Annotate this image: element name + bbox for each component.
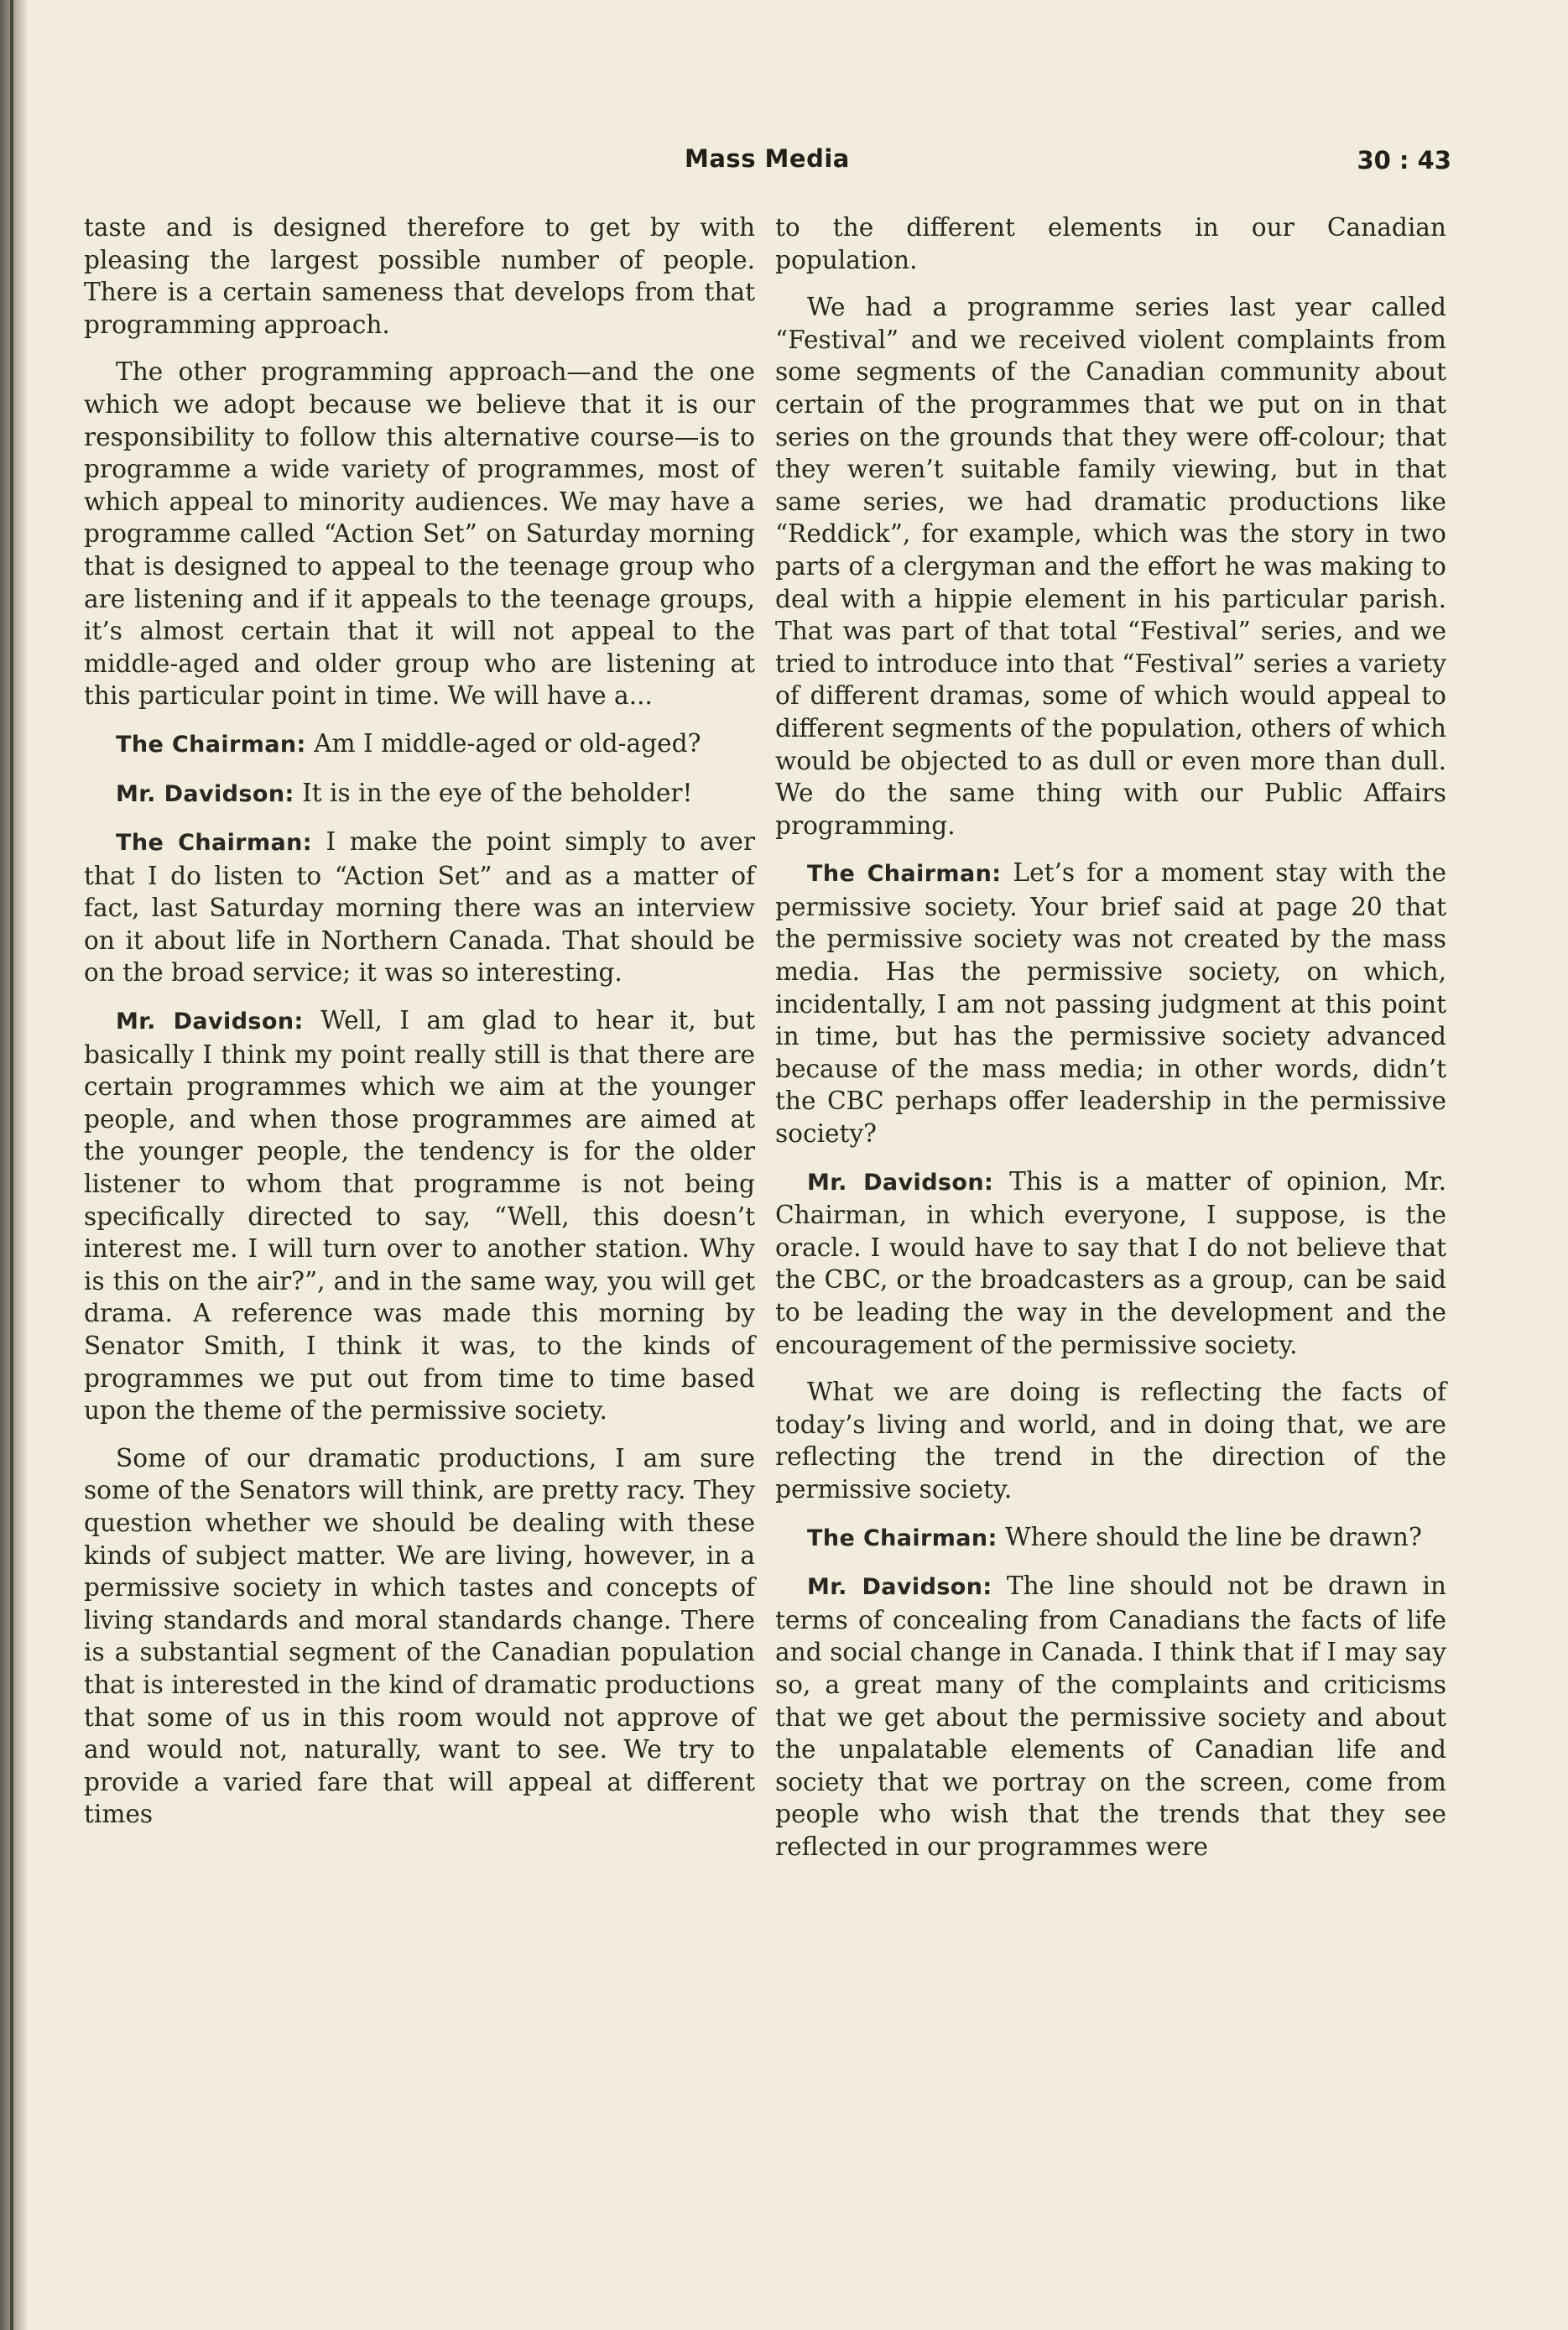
speech-text: It is in the eye of the beholder! (294, 778, 693, 807)
paragraph (775, 291, 1446, 842)
speech-paragraph (84, 777, 755, 811)
speaker-name: Mr. Davidson: (807, 1169, 994, 1196)
speech-paragraph (84, 727, 755, 762)
speech-paragraph (775, 1570, 1446, 1863)
speech-text: Let’s for a moment stay with the permissive society. Your brief said at page 20 that the permissive society was not created by the mass media. Has the permissive society, on which, incidentally, I am not passing judgment at this point in time, but has the permissive society advanced because of the mass media; in other words, didn’t the CBC perhaps offer leadership in the permissive society? (775, 858, 1446, 1149)
speech-paragraph (775, 1165, 1446, 1362)
speaker-name: The Chairman: (116, 731, 306, 758)
paragraph-text: Some of our dramatic productions, I am sure some of the Senators will think, are pretty racy. They question whether we should be dealing with these kinds of subject matter. We are living, however, in a permissive society in which tastes and concepts of living standards and moral standards change. There is a substantial segment of the Canadian population that is interested in the kind of dramatic productions that some of us in this room would not approve of and would not, naturally, want to see. We try to provide a varied fare that will appeal at different times (84, 1443, 755, 1829)
speech-paragraph (84, 826, 755, 989)
running-title: Mass Media (685, 144, 850, 173)
speech-text: Am I middle-aged or old-aged? (305, 728, 701, 758)
speaker-name: Mr. Davidson: (807, 1574, 992, 1601)
page-header (81, 144, 1456, 186)
paragraph (84, 356, 755, 712)
speech-paragraph (775, 857, 1446, 1149)
left-column (84, 211, 755, 1846)
paragraph (775, 1376, 1446, 1505)
speech-paragraph (775, 1521, 1446, 1556)
paragraph-text: taste and is designed therefore to get by with pleasing the largest possible number of people. There is a certain sameness that develops from that programming approach. (84, 213, 755, 339)
paragraph-text: to the different elements in our Canadian population. (775, 213, 1446, 274)
speaker-name: The Chairman: (807, 861, 1002, 888)
speech-text: I make the point simply to aver that I do listen to “Action Set” and as a matter of fact, last Saturday morning there was an interview on it about life in Northern Canada. That should be on the broad service; it was so interesting. (84, 827, 755, 988)
speaker-name: The Chairman: (807, 1525, 998, 1551)
speech-text: Where should the line be drawn? (997, 1522, 1422, 1551)
speech-text: The line should not be drawn in terms of concealing from Canadians the facts of life and social change in Canada. I think that if I may say so, a great many of the complaints and criticisms that we get about the permissive society and about the unpalatable elements of Canadian life and society that we portray on the screen, come from people who wish that the trends that they see reflected in our programmes were (775, 1572, 1446, 1861)
paragraph (775, 211, 1446, 276)
page-number: 30 : 43 (1357, 146, 1451, 175)
paragraph (84, 211, 755, 341)
binding-edge (10, 0, 13, 2330)
speech-text: Well, I am glad to hear it, but basically I think my point really still is that there are certain programmes which we aim at the younger people, and when those programmes are aimed at the younger people, the tendency is for the older listener to whom that programme is not being specifically directed to say, “Well, this doesn’t interest me. I will turn over to another station. Why is this on the air?”, and in the same way, you will get drama. A reference was made this morning by Senator Smith, I think it was, to the kinds of programmes we put out from time to time based upon the theme of the permissive society. (84, 1006, 755, 1426)
paragraph (84, 1442, 755, 1831)
speaker-name: Mr. Davidson: (116, 1009, 304, 1035)
paragraph-text: We had a programme series last year called “Festival” and we received violent complaints from some segments of the Canadian community about certain of the programmes that we put on in that series on the grounds that they were off-colour; that they weren’t suitable family viewing, but in that same series, we had dramatic productions like “Reddick”, for example, which was the story in two parts of a clergyman and the effort he was making to deal with a hippie element in his particular parish. That was part of that total “Festival” series, and we tried to introduce into that “Festival” series a variety of different dramas, some of which would appeal to different segments of the population, others of which would be objected to as dull or even more than dull. We do the same thing with our Public Affairs programming. (775, 293, 1446, 840)
speech-paragraph (84, 1004, 755, 1427)
speaker-name: The Chairman: (116, 830, 312, 857)
speaker-name: Mr. Davidson: (116, 780, 294, 807)
right-column (775, 211, 1446, 1879)
speech-text: This is a matter of opinion, Mr. Chairman, in which everyone, I suppose, is the oracle. I would have to say that I do not believe that the CBC, or the broadcasters as a group, can be said to be leading the way in the development and the encouragement of the permissive society. (775, 1166, 1446, 1359)
paragraph-text: What we are doing is reflecting the facts of today’s living and world, and in doing that, we are reflecting the trend in the direction of the permissive society. (775, 1378, 1446, 1504)
binding-shadow (0, 0, 29, 2330)
paragraph-text: The other programming approach—and the one which we adopt because we believe that it is our responsibility to follow this alternative course—is to programme a wide variety of programmes, most of which appeal to minority audiences. We may have a programme called “Action Set” on Saturday morning that is designed to appeal to the teenage group who are listening and if it appeals to the teenage groups, it’s almost certain that it will not appeal to the middle-aged and older group who are listening at this particular point in time. We will have a... (84, 357, 755, 711)
